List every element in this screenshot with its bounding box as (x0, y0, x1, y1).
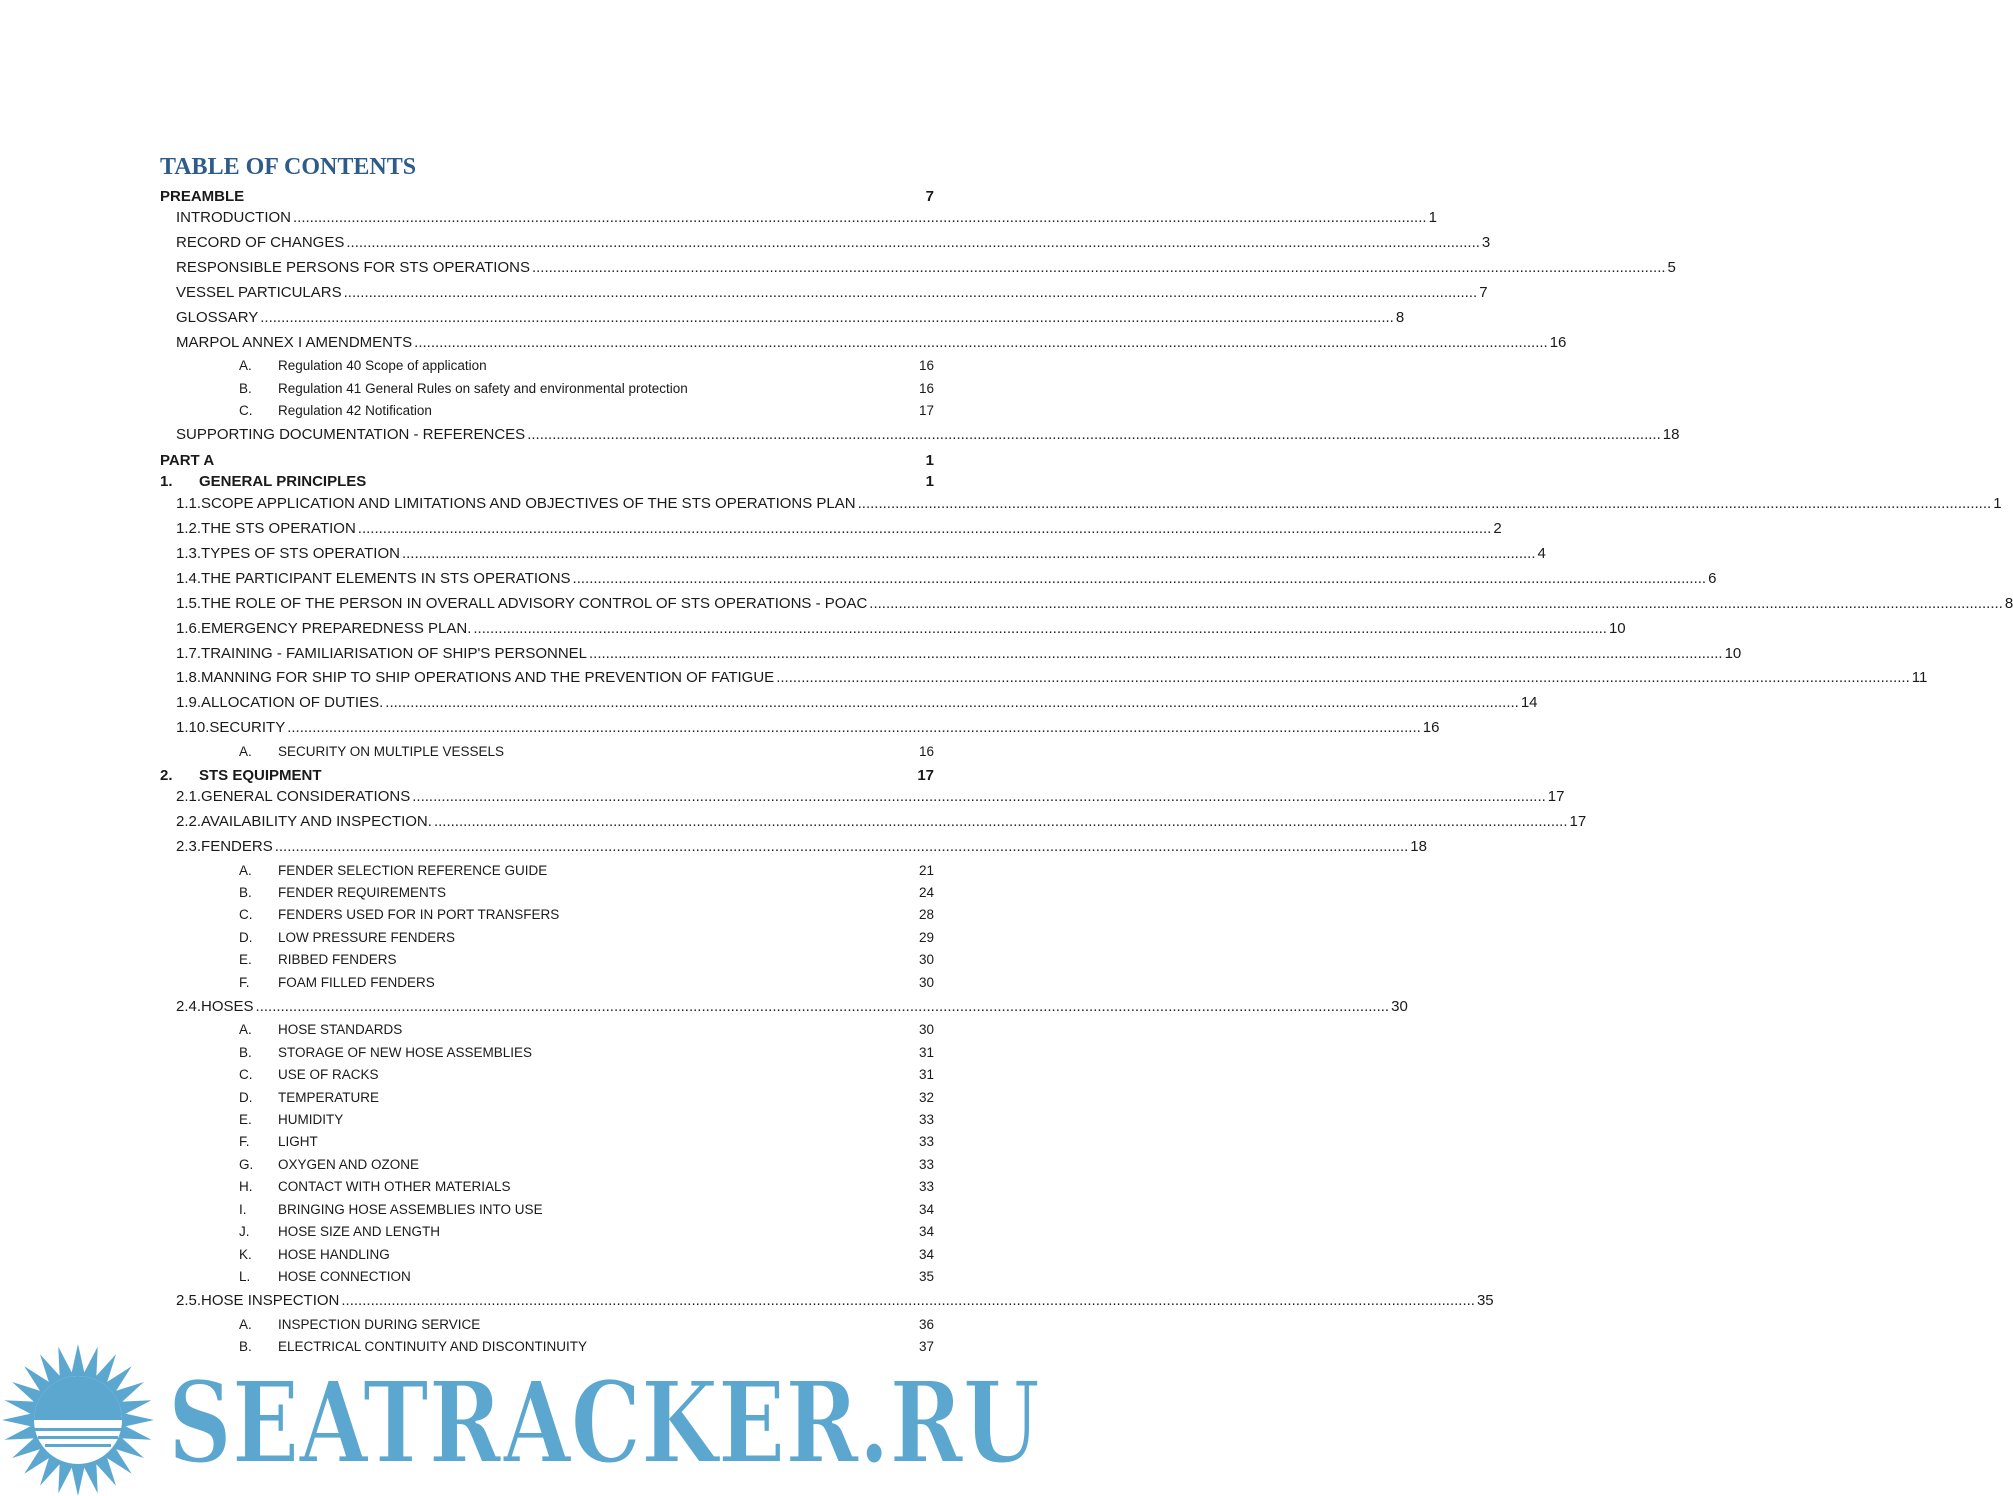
toc-entry-label: Regulation 42 Notification (278, 403, 432, 418)
toc-entry-page: 24 (918, 885, 934, 900)
toc-entry-page: 14 (1520, 694, 1538, 711)
toc-entry-label: SUPPORTING DOCUMENTATION - REFERENCES (176, 426, 526, 443)
toc-entry-number: 1.2. (176, 520, 202, 537)
toc-subentry[interactable] (239, 1112, 934, 1127)
toc-entry-page: 5 (1667, 259, 1676, 276)
toc-subentry[interactable] (239, 744, 934, 759)
toc-entry-label: FENDERS (201, 838, 273, 855)
toc-entry-label: RESPONSIBLE PERSONS FOR STS OPERATIONS (176, 259, 530, 276)
toc-entry-page: 33 (918, 1134, 934, 1149)
toc-subentry[interactable] (239, 358, 934, 373)
toc-entry[interactable] (176, 309, 1405, 326)
toc-entry-number: C. (239, 907, 253, 922)
toc-title: TABLE OF CONTENTS (160, 154, 417, 180)
toc-section[interactable] (176, 595, 2013, 612)
toc-entry-label: INSPECTION DURING SERVICE (278, 1317, 481, 1332)
watermark-text: SEATRACKER.RU (168, 1358, 1040, 1489)
toc-subentry[interactable] (239, 1134, 934, 1149)
toc-entry[interactable] (176, 259, 1676, 276)
toc-entry-page: 34 (918, 1202, 934, 1217)
toc-subentry[interactable] (239, 952, 934, 967)
toc-entry-number: 1.9. (176, 694, 202, 711)
toc-entry-page: 31 (918, 1045, 934, 1060)
toc-entry-label: GLOSSARY (176, 309, 259, 326)
toc-entry-label: SECURITY ON MULTIPLE VESSELS (278, 744, 505, 759)
toc-entry-label: TEMPERATURE (278, 1090, 380, 1105)
toc-entry-part-a[interactable] (160, 452, 934, 469)
toc-subentry[interactable] (239, 381, 934, 396)
toc-entry[interactable] (176, 234, 1491, 251)
toc-entry-label: USE OF RACKS (278, 1067, 379, 1082)
toc-entry-number: 1.6. (176, 620, 202, 637)
toc-entry-label: GENERAL CONSIDERATIONS (201, 788, 411, 805)
toc-entry-label: PART A (160, 452, 215, 469)
toc-subentry[interactable] (239, 1067, 934, 1082)
toc-entry-page: 2 (1493, 520, 1502, 537)
toc-entry-page: 30 (1391, 998, 1408, 1015)
toc-entry-page: 18 (1410, 838, 1427, 855)
toc-entry-label: HUMIDITY (278, 1112, 344, 1127)
toc-entry-page: 8 (1395, 309, 1405, 326)
toc-subentry[interactable] (239, 1202, 934, 1217)
toc-entry-page: 35 (918, 1269, 934, 1284)
toc-entry-label: ELECTRICAL CONTINUITY AND DISCONTINUITY (278, 1339, 588, 1354)
toc-entry-number: 1.8. (176, 669, 202, 686)
toc-entry-number: G. (239, 1157, 254, 1172)
toc-subentry[interactable] (239, 975, 934, 990)
toc-subentry[interactable] (239, 1157, 934, 1172)
toc-entry-number: 1.7. (176, 645, 202, 662)
toc-section[interactable] (176, 669, 1928, 686)
toc-entry-page: 28 (918, 907, 934, 922)
toc-subentry[interactable] (239, 930, 934, 945)
toc-entry-label: CONTACT WITH OTHER MATERIALS (278, 1179, 511, 1194)
toc-entry-label: FENDER SELECTION REFERENCE GUIDE (278, 863, 548, 878)
toc-entry-page: 3 (1481, 234, 1491, 251)
toc-entry-page: 33 (918, 1112, 934, 1127)
toc-section[interactable] (176, 520, 1502, 537)
toc-entry-number: D. (239, 930, 253, 945)
toc-entry-number: E. (239, 952, 252, 967)
toc-entry-number: B. (239, 381, 252, 396)
toc-entry-label: VESSEL PARTICULARS (176, 284, 342, 301)
toc-entry-page: 35 (1476, 1292, 1494, 1309)
toc-entry-number: 1.1. (176, 495, 202, 512)
toc-subentry[interactable] (239, 1022, 934, 1037)
toc-section[interactable] (176, 813, 1587, 830)
toc-subentry[interactable] (239, 1269, 934, 1284)
toc-entry-number: 2.3. (176, 838, 202, 855)
toc-entry-number: 2. (160, 767, 173, 784)
toc-entry[interactable] (176, 426, 1680, 443)
toc-entry-page: 17 (1547, 788, 1565, 805)
toc-entry-preamble[interactable] (160, 188, 934, 205)
toc-entry-page: 21 (918, 863, 934, 878)
toc-section[interactable] (176, 1292, 1494, 1309)
toc-entry-page: 31 (918, 1067, 934, 1082)
toc-entry-page: 1 (925, 473, 934, 490)
toc-entry[interactable] (176, 209, 1437, 226)
toc-entry-label: TRAINING - FAMILIARISATION OF SHIP'S PERSONNEL (201, 645, 588, 662)
toc-entry-page: 10 (1608, 620, 1626, 637)
toc-entry-label: THE STS OPERATION (201, 520, 356, 537)
toc-entry-number: A. (239, 358, 252, 373)
watermark (0, 1340, 1060, 1496)
toc-entry-number: F. (239, 1134, 250, 1149)
toc-section[interactable] (176, 838, 1427, 855)
toc-entry-number: J. (239, 1224, 250, 1239)
toc-entry-page: 16 (1549, 334, 1567, 351)
toc-entry-label: PREAMBLE (160, 188, 245, 205)
toc-entry-page: 8 (2004, 595, 2013, 612)
toc-entry-label: GENERAL PRINCIPLES (199, 473, 367, 490)
toc-entry-number: 1.5. (176, 595, 202, 612)
toc-entry-number: 2.5. (176, 1292, 202, 1309)
toc-section[interactable] (176, 545, 1546, 562)
toc-entry-label: HOSE INSPECTION (201, 1292, 340, 1309)
toc-entry-label: HOSES (201, 998, 254, 1015)
toc-entry-label: LIGHT (278, 1134, 318, 1149)
toc-entry-number: 2.1. (176, 788, 202, 805)
toc-entry-page: 29 (918, 930, 934, 945)
toc-entry-label: TYPES OF STS OPERATION (201, 545, 400, 562)
toc-entry-number: B. (239, 1339, 252, 1354)
toc-entry-page: 30 (918, 975, 934, 990)
toc-entry-number: 1.10. (176, 719, 210, 736)
toc-entry-number: C. (239, 403, 253, 418)
toc-subentry[interactable] (239, 863, 934, 878)
toc-entry-label: BRINGING HOSE ASSEMBLIES INTO USE (278, 1202, 543, 1217)
toc-entry-number: 1.3. (176, 545, 202, 562)
toc-entry-label: LOW PRESSURE FENDERS (278, 930, 456, 945)
toc-chapter[interactable] (160, 473, 934, 490)
toc-entry-number: B. (239, 1045, 252, 1060)
toc-entry-label: RECORD OF CHANGES (176, 234, 345, 251)
toc-entry-page: 16 (1422, 719, 1440, 736)
toc-subentry[interactable] (239, 1317, 934, 1332)
toc-entry-page: 30 (918, 1022, 934, 1037)
toc-entry-label: MARPOL ANNEX I AMENDMENTS (176, 334, 413, 351)
toc-entry-number: 2.4. (176, 998, 202, 1015)
toc-entry-label: THE ROLE OF THE PERSON IN OVERALL ADVISORY CONTROL OF STS OPERATIONS - POAC (201, 595, 868, 612)
toc-entry-label: ALLOCATION OF DUTIES. (201, 694, 384, 711)
toc-subentry[interactable] (239, 1045, 934, 1060)
toc-entry-page: 17 (917, 767, 934, 784)
toc-entry-page: 32 (918, 1090, 934, 1105)
toc-entry-page: 33 (918, 1157, 934, 1172)
toc-entry-label: EMERGENCY PREPAREDNESS PLAN. (201, 620, 472, 637)
toc-entry-label: OXYGEN AND OZONE (278, 1157, 420, 1172)
toc-section[interactable] (176, 694, 1538, 711)
toc-entry-label: FOAM FILLED FENDERS (278, 975, 435, 990)
toc-entry-page: 1 (925, 452, 934, 469)
toc-subentry[interactable] (239, 885, 934, 900)
sun-icon (2, 1344, 154, 1496)
toc-entry-page: 34 (918, 1247, 934, 1262)
toc-entry-number: I. (239, 1202, 247, 1217)
toc-entry-page: 10 (1724, 645, 1742, 662)
toc-entry-number: H. (239, 1179, 253, 1194)
toc-entry-number: D. (239, 1090, 253, 1105)
toc-entry-label: RIBBED FENDERS (278, 952, 397, 967)
toc-entry-number: 1. (160, 473, 173, 490)
toc-entry-page: 18 (1662, 426, 1680, 443)
toc-entry[interactable] (176, 284, 1488, 301)
toc-entry-page: 1 (1993, 495, 2002, 512)
toc-entry-page: 33 (918, 1179, 934, 1194)
toc-entry-label: HOSE CONNECTION (278, 1269, 411, 1284)
toc-entry-page: 16 (918, 358, 934, 373)
toc-entry-number: K. (239, 1247, 252, 1262)
toc-entry-page: 17 (918, 403, 934, 418)
toc-entry-number: A. (239, 1317, 252, 1332)
toc-subentry[interactable] (239, 907, 934, 922)
toc-entry-label: Regulation 40 Scope of application (278, 358, 487, 373)
toc-entry-label: INTRODUCTION (176, 209, 291, 226)
toc-subentry[interactable] (239, 403, 934, 418)
toc-section[interactable] (176, 620, 1626, 637)
toc-entry-page: 4 (1537, 545, 1546, 562)
toc-entry-page: 7 (1479, 284, 1488, 301)
toc-entry-label: THE PARTICIPANT ELEMENTS IN STS OPERATIONS (201, 570, 571, 587)
toc-entry-label: FENDERS USED FOR IN PORT TRANSFERS (278, 907, 560, 922)
toc-entry-page: 6 (1708, 570, 1717, 587)
toc-entry-page: 37 (918, 1339, 934, 1354)
toc-entry-label: Regulation 41 General Rules on safety and environmental protection (278, 381, 688, 396)
toc-entry-label: STS EQUIPMENT (199, 767, 322, 784)
toc-entry-page: 34 (918, 1224, 934, 1239)
toc-entry-number: A. (239, 744, 252, 759)
toc-section[interactable] (176, 570, 1717, 587)
toc-entry-page: 36 (918, 1317, 934, 1332)
toc-chapter[interactable] (160, 767, 934, 784)
toc-entry-page: 16 (918, 381, 934, 396)
toc-entry-label: AVAILABILITY AND INSPECTION. (201, 813, 432, 830)
toc-entry-number: F. (239, 975, 250, 990)
toc-entry-label: HOSE SIZE AND LENGTH (278, 1224, 441, 1239)
toc-entry-number: B. (239, 885, 252, 900)
toc-subentry[interactable] (239, 1247, 934, 1262)
toc-section[interactable] (176, 998, 1408, 1015)
toc-entry[interactable] (176, 334, 1567, 351)
toc-entry-label: HOSE STANDARDS (278, 1022, 403, 1037)
toc-entry-label: STORAGE OF NEW HOSE ASSEMBLIES (278, 1045, 533, 1060)
toc-entry-page: 7 (925, 188, 934, 205)
toc-section[interactable] (176, 788, 1565, 805)
toc-entry-label: SECURITY (209, 719, 286, 736)
toc-entry-number: L. (239, 1269, 251, 1284)
toc-entry-label: HOSE HANDLING (278, 1247, 390, 1262)
toc-subentry[interactable] (239, 1090, 934, 1105)
toc-entry-page: 30 (918, 952, 934, 967)
toc-entry-label: FENDER REQUIREMENTS (278, 885, 447, 900)
toc-entry-label: MANNING FOR SHIP TO SHIP OPERATIONS AND THE PREVENTION OF FATIGUE (201, 669, 775, 686)
toc-entry-label: SCOPE APPLICATION AND LIMITATIONS AND OBJECTIVES OF THE STS OPERATIONS PLAN (201, 495, 856, 512)
toc-entry-page: 17 (1569, 813, 1587, 830)
toc-entry-page: 11 (1911, 669, 1928, 686)
toc-subentry[interactable] (239, 1224, 934, 1239)
toc-entry-number: E. (239, 1112, 252, 1127)
toc-entry-number: A. (239, 1022, 252, 1037)
toc-section[interactable] (176, 495, 2002, 512)
toc-entry-page: 16 (918, 744, 934, 759)
toc-subentry[interactable] (239, 1179, 934, 1194)
toc-section[interactable] (176, 719, 1440, 736)
toc-entry-number: A. (239, 863, 252, 878)
toc-entry-number: 2.2. (176, 813, 202, 830)
toc-entry-number: C. (239, 1067, 253, 1082)
toc-section[interactable] (176, 645, 1742, 662)
toc-entry-page: 1 (1428, 209, 1437, 226)
toc-entry-number: 1.4. (176, 570, 202, 587)
